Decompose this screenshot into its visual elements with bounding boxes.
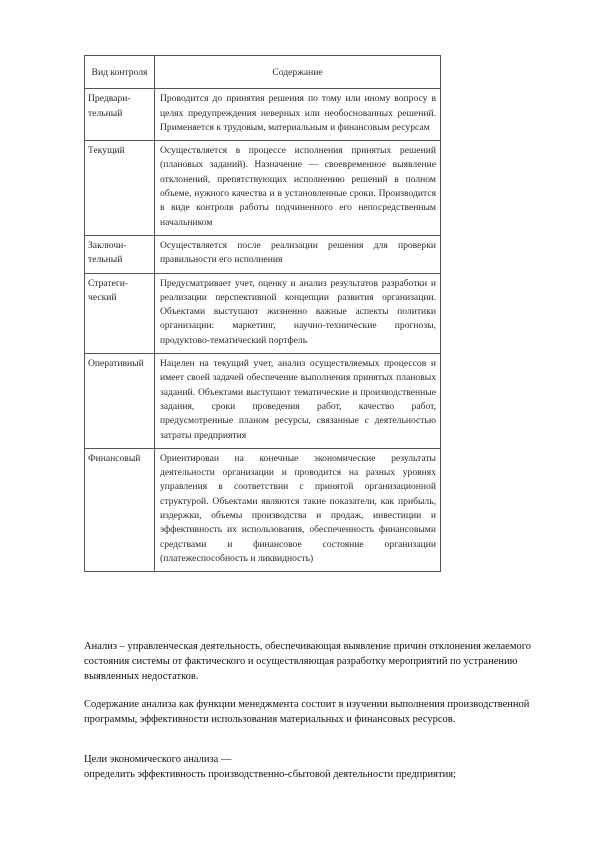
row-kind: Заключи- тельный [85, 235, 155, 273]
row-content: Предусматривает учет, оценку и анализ результатов разработки и реализации перспективной концепции развития организации. Объектами выступают жизненно важные аспекты политики организации: маркетинг, научно-технические прогнозы, продуктово-тематический портфель [155, 273, 441, 353]
row-kind: Финансовый [85, 448, 155, 571]
table-row [85, 141, 441, 236]
analysis-definition-paragraph: Анализ – управленческая деятельность, обеспечивающая выявление причин отклонения желаемого состояния системы от фактического и осуществляющая разработку мероприятий по устранению выявленных недостатков. [84, 641, 532, 682]
row-kind: Стратеги- ческий [85, 273, 155, 353]
row-kind: Предвари- тельный [85, 89, 155, 141]
goals-first-item: определить эффективность производственно-сбытовой деятельности предприятия; [84, 768, 456, 780]
table-row [85, 273, 441, 353]
row-content: Осуществляется в процессе исполнения принятых решений (плановых заданий). Назначение — своевременное выявление отклонений, препятствующих исполнению решений в полном объеме, нужного качества и в установленные сроки. Производится в виде контроля работы подчиненного его непосредственным начальником [155, 141, 441, 236]
table-header-row [85, 56, 441, 89]
control-types-table [84, 55, 441, 572]
row-content: Ориентирован на конечные экономические результаты деятельности организации и проводится на разных уровнях управления в соответствии с принятой организационной структурой. Объектами являются такие показатели, как прибыль, издержки, объемы производства и продаж, инвестиции и эффективность их использования, обеспеченность финансовыми средствами и финансовое состояние организации (платежеспособность и ликвидность) [155, 448, 441, 571]
row-content: Нацелен на текущий учет, анализ осуществляемых процессов и имеет своей задачей обеспечение выполнения принятых плановых заданий. Объектами выступают тематические и производственные задания, сроки проведения работ, качество работ, предусмотренные планом ресурсы, связанные с деятельностью затраты предприятия [155, 354, 441, 449]
table-row [85, 448, 441, 571]
row-content: Проводится до принятия решения по тому или иному вопросу в целях предупреждения неверных или необоснованных решений. Применяется к трудовым, материальным и финансовым ресурсам [155, 89, 441, 141]
row-content: Осуществляется после реализации решения для проверки правильности его исполнения [155, 235, 441, 273]
table-row [85, 89, 441, 141]
row-kind: Оперативный [85, 354, 155, 449]
analysis-goals-block [84, 753, 554, 783]
table-row [85, 235, 441, 273]
table-row [85, 354, 441, 449]
analysis-content-paragraph: Содержание анализа как функции менеджмента состоит в изучении выполнения производственной программы, эффективности использования материальных и финансовых ресурсов. [84, 699, 530, 725]
header-kind: Вид контроля [85, 56, 155, 89]
row-kind: Текущий [85, 141, 155, 236]
header-content: Содержание [155, 56, 441, 89]
goals-title: Цели экономического анализа — [84, 754, 232, 765]
